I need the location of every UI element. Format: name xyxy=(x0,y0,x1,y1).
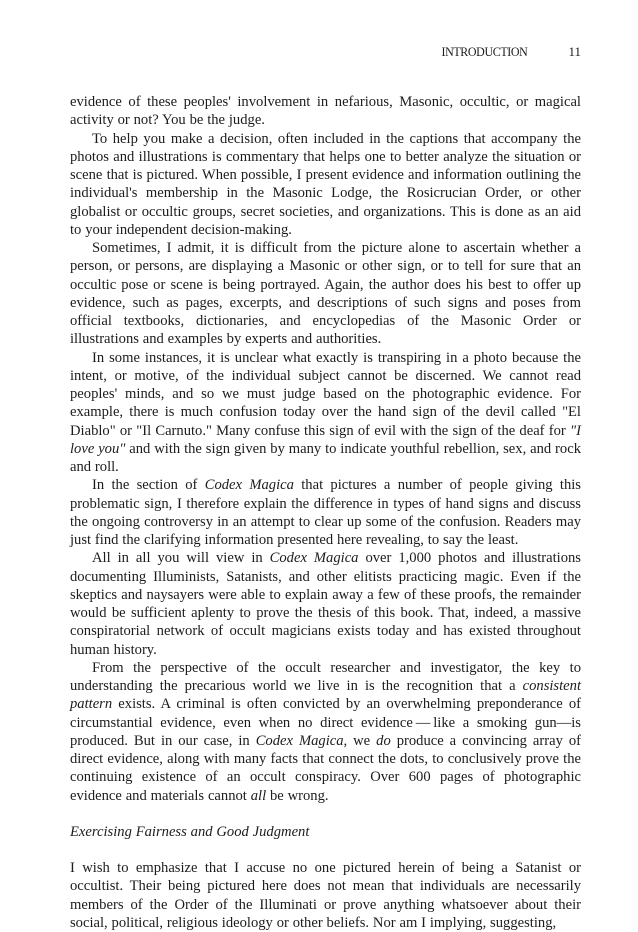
text-run: produce a convincing array of direct evidence, along with many facts that connect the dots, to conclusively prove the continuing existence of an occult conspiracy. Over 600 pages of photographic evidence and materials cannot xyxy=(70,732,581,804)
emphasis: all xyxy=(250,787,267,804)
body-text xyxy=(70,93,581,932)
running-head xyxy=(70,44,581,60)
paragraph xyxy=(70,476,581,549)
emphasis: Codex Magica xyxy=(269,550,359,567)
emphasis: Codex Magica xyxy=(204,477,294,494)
emphasis: Codex Magica, xyxy=(255,732,348,749)
paragraph: Sometimes, I admit, it is difficult from the picture alone to ascertain whether a person, or persons, are displaying a Masonic or other sign, or to tell for sure that an occultic pose or scene is being portrayed. Again, the author does his best to offer up evidence, such as pages, excerpts, and descriptions of such signs and poses from official textbooks, dictionaries, and encyclopedias of the Masonic Order or illustrations and examples by experts and authorities. xyxy=(70,240,581,348)
paragraph xyxy=(70,349,581,477)
emphasis: "I love you" xyxy=(70,422,581,457)
text-run: In the section of xyxy=(92,477,198,494)
text-run: be wrong. xyxy=(269,787,329,804)
text-run: From the perspective of the occult researcher and investigator, the key to understanding the precarious world we live in is the recognition that a xyxy=(70,659,581,694)
text-run: that pictures a number of people giving this problematic sign, I therefore explain the difference in types of hand signs and discuss the ongoing controversy in an attempt to clear up some of the confusion. Readers may just find the clarifying information presented here revealing, to say the least. xyxy=(70,477,581,548)
emphasis: do xyxy=(376,732,391,749)
text-run: and with the sign given by many to indicate youthful rebellion, sex, and rock and roll. xyxy=(70,440,581,475)
section-heading: Exercising Fairness and Good Judgment xyxy=(70,823,310,840)
text-run: In some instances, it is unclear what exactly is transpiring in a photo because the intent, or motive, of the individual subject cannot be discerned. We cannot read peoples' minds, and so we must judge based on the photographic evidence. For example, there is much confusion today over the hand sign of the devil called "El Diablo" or "Il Carnuto." Many confuse this sign of evil with the sign of the deaf for xyxy=(70,349,581,439)
text-run: we xyxy=(353,732,371,749)
paragraph xyxy=(70,659,581,805)
chapter-title: INTRODUCTION xyxy=(441,44,527,59)
emphasis: consistent pattern xyxy=(70,678,581,713)
paragraph: I wish to emphasize that I accuse no one pictured herein of being a Satanist or occultist. Their being pictured here does not mean that individuals are necessarily members of the Order of the Illuminati or prove anything whatsoever about their social, political, religious ideology or other beliefs. Nor am I implying, suggesting, xyxy=(70,860,581,931)
paragraph-continued: evidence of these peoples' involvement in nefarious, Masonic, occultic, or magical activity or not? You be the judge. xyxy=(70,94,581,129)
page-number: 11 xyxy=(568,44,581,59)
text-run: All in all you will view in xyxy=(92,550,263,567)
text-run: exists. A criminal is often convicted by an overwhelming preponderance of circumstantial evidence, even when no direct evidence — like a smoking gun—is produced. But in our case, in xyxy=(70,696,582,749)
paragraph xyxy=(70,549,581,659)
paragraph: To help you make a decision, often included in the captions that accompany the photos and illustrations is commentary that helps one to better analyze the situation or scene that is pictured. When possible, I present evidence and information outlining the individual's membership in the Masonic Lodge, the Rosicrucian Order, or other globalist or occultic groups, secret societies, and organizations. This is done as an aid to your independent decision-making. xyxy=(70,130,581,238)
text-run: over 1,000 photos and illustrations documenting Illuminists, Satanists, and other elitists practicing magic. Even if the skeptics and naysayers were able to explain away a few of these proofs, the remainder would be sufficient aplenty to prove the thesis of this book. That, indeed, a massive conspiratorial network of occult magicians exists today and has existed throughout human history. xyxy=(70,550,581,658)
